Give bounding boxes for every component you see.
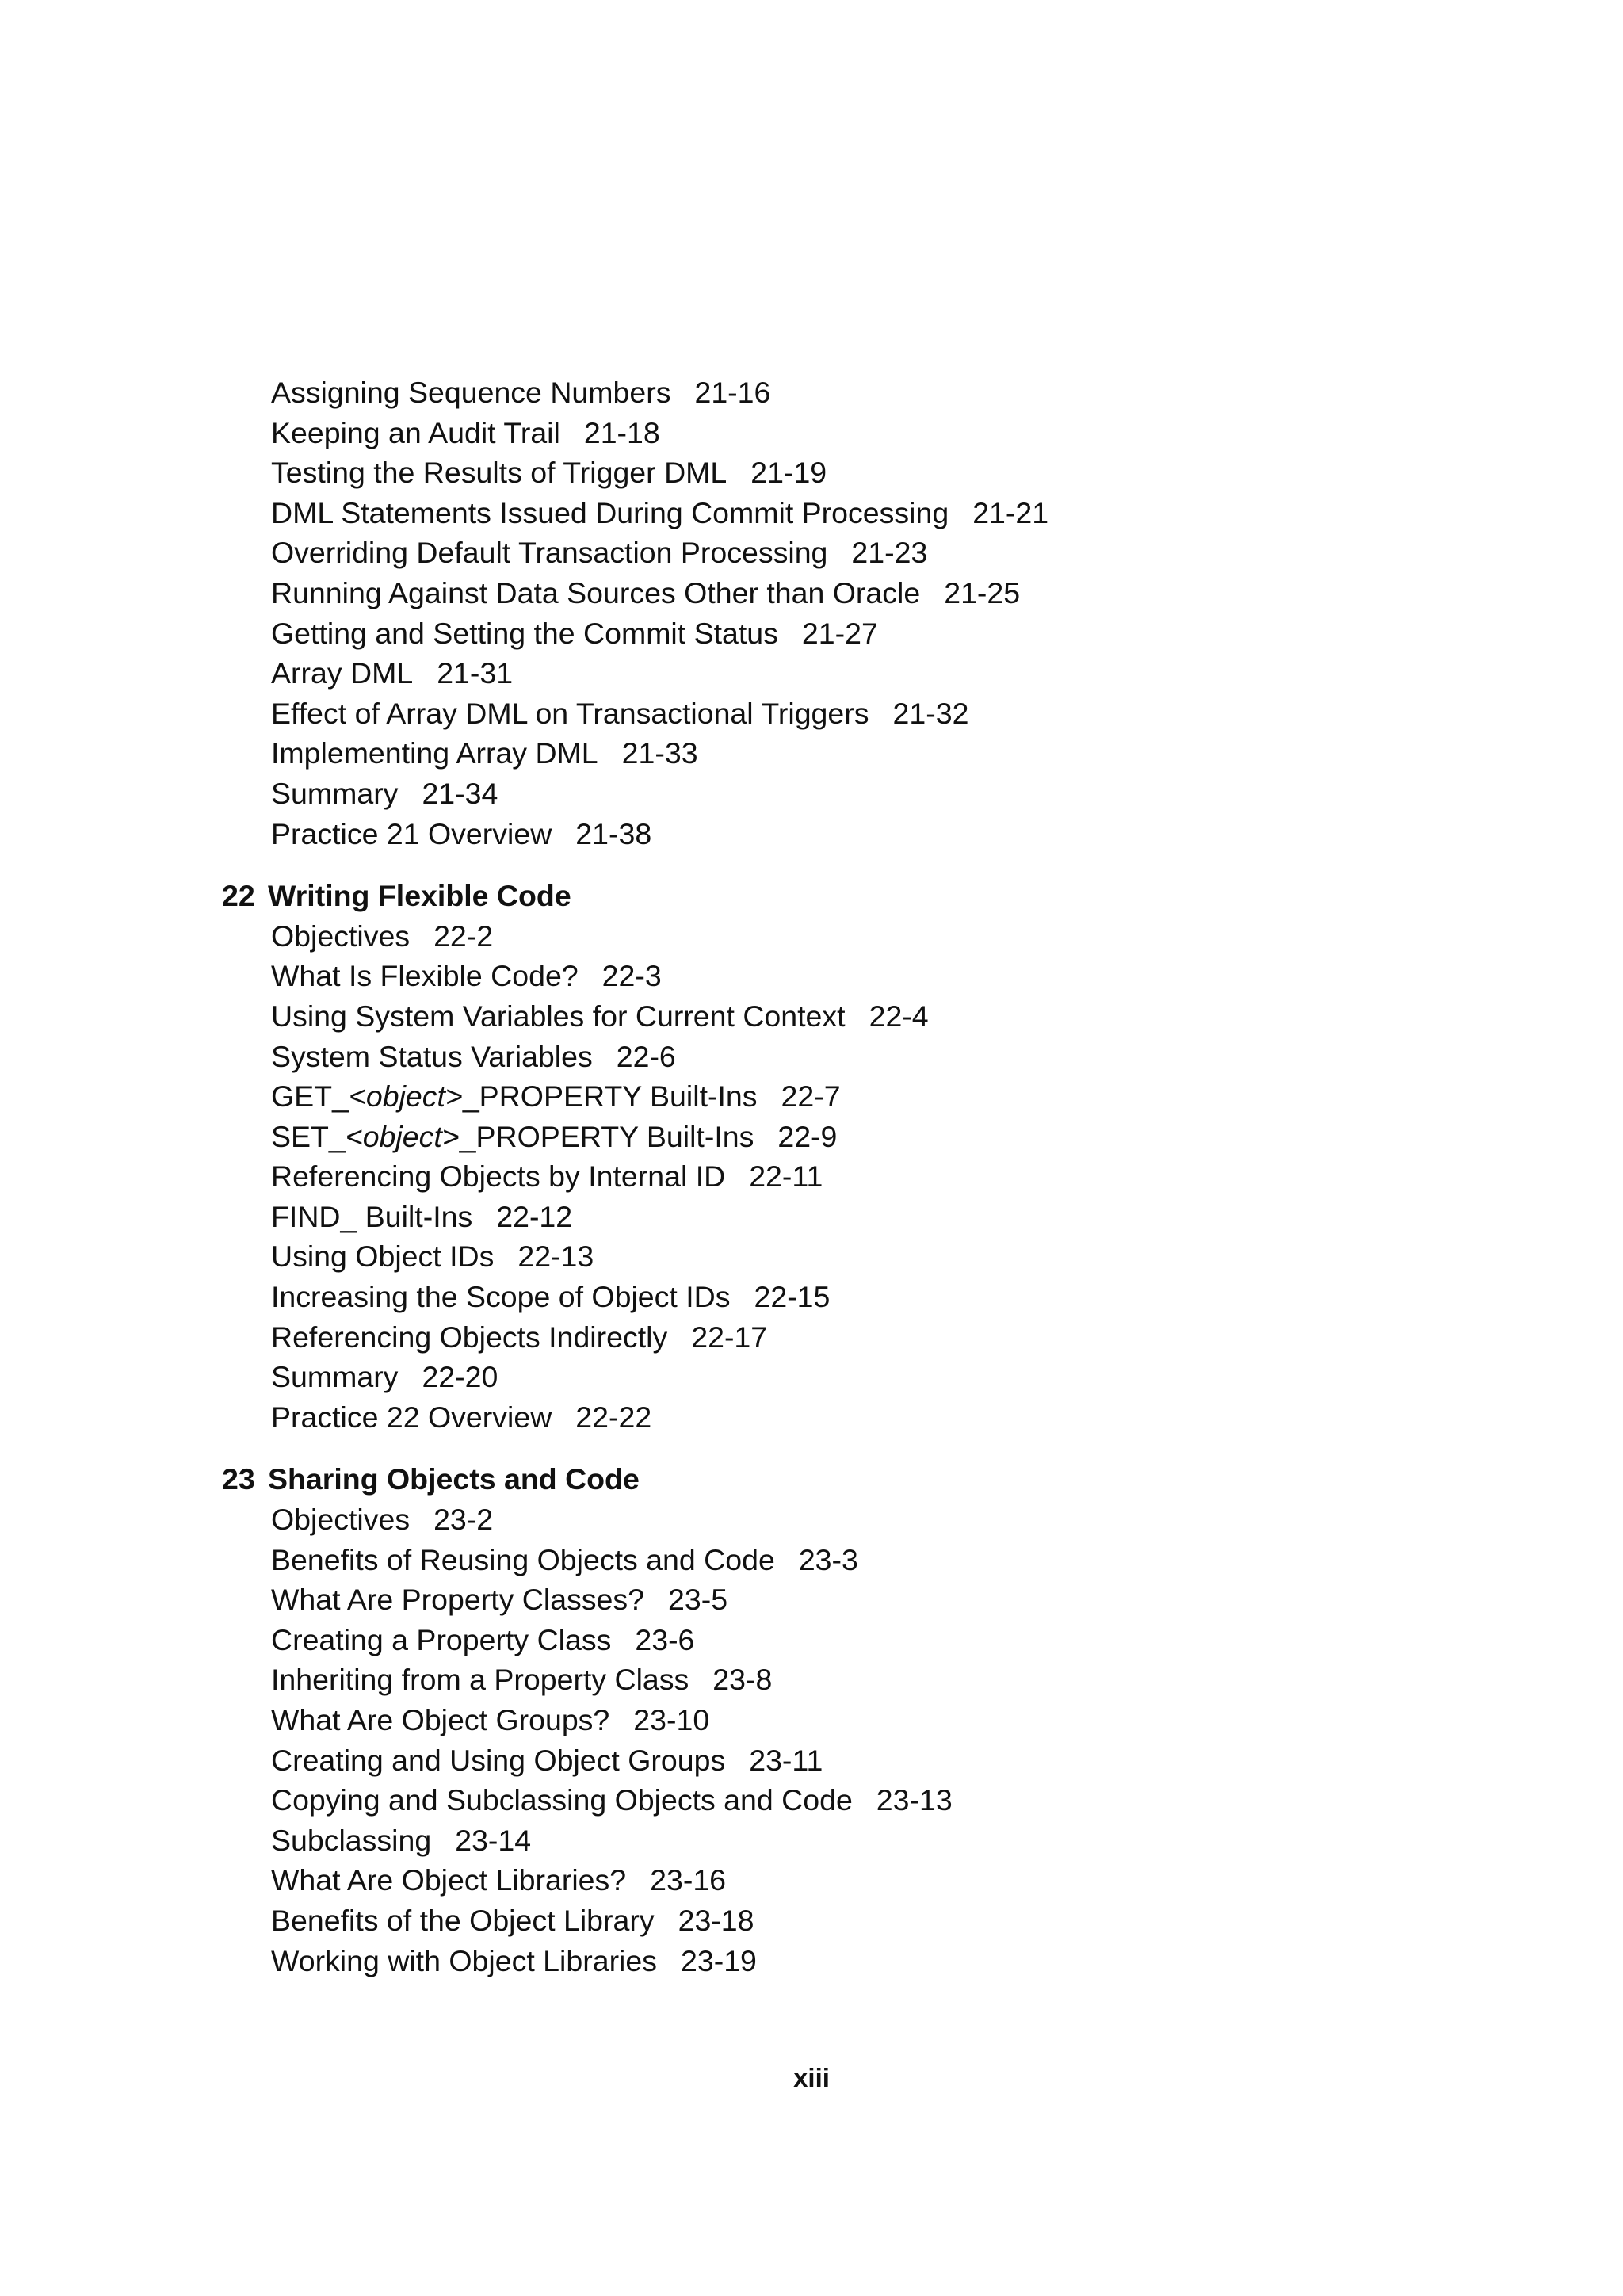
toc-section-22 [222,876,1490,1437]
toc-entry-title: Keeping an Audit Trail [271,415,560,449]
toc-page-number: 21-31 [437,656,514,690]
toc-entry [271,372,1490,413]
toc-page-number: 23-8 [712,1663,773,1697]
toc-entry [271,814,1490,854]
toc-entry-title: What Is Flexible Code? [271,959,579,993]
toc-page-number: 21-33 [621,736,698,770]
toc-entry [271,1660,1490,1700]
toc-page-number: 23-2 [433,1503,494,1537]
toc-entry-title: Practice 21 Overview [271,816,552,850]
toc-page-number: 21-38 [575,816,652,850]
toc-page-number: 21-16 [694,376,771,409]
toc-entry-title: Increasing the Scope of Object IDs [271,1280,731,1314]
toc-entry [271,1076,1490,1117]
toc-page-number: 23-19 [681,1943,757,1977]
toc-page-number: 21-23 [851,536,928,570]
toc-section-21-continued [222,372,1490,854]
toc-page-number: 22-7 [781,1079,841,1114]
toc-page-number: 23-3 [798,1542,858,1576]
toc-entry-title: Practice 22 Overview [271,1400,552,1434]
toc-entry [271,1317,1490,1358]
toc-entry-title: FIND_ Built-Ins [271,1199,473,1233]
toc-entry [271,533,1490,573]
toc-entry-title: Referencing Objects Indirectly [271,1320,668,1354]
toc-entry [271,1700,1490,1740]
toc-entry [271,1037,1490,1077]
toc-page-number: 21-19 [750,456,827,490]
toc-page-number: 21-21 [972,495,1049,529]
toc-entry [271,1197,1490,1237]
toc-page-number: 21-34 [422,776,498,810]
toc-page-number: 22-20 [422,1360,498,1394]
toc-entry [271,693,1490,734]
toc-page-number: 22-13 [517,1240,594,1274]
chapter-title: Writing Flexible Code [268,879,571,913]
toc-entry-title: System Status Variables [271,1039,593,1073]
toc-page-number: 23-10 [633,1703,710,1736]
toc-entry [271,1620,1490,1660]
toc-entry [271,774,1490,814]
toc-entry [271,1941,1490,1981]
toc-entry-title: What Are Object Libraries? [271,1863,627,1897]
toc-entry-title: DML Statements Issued During Commit Processing [271,495,949,529]
toc-entry-title: Subclassing [271,1823,432,1857]
toc-entry [271,1860,1490,1901]
toc-page-number: 21-27 [801,616,878,650]
toc-page-number: 22-15 [754,1280,831,1314]
chapter-heading [222,1459,1490,1499]
toc-entry-title: Implementing Array DML [271,736,598,770]
toc-entry-title: Getting and Setting the Commit Status [271,616,778,650]
toc-page-number: 22-4 [869,999,929,1033]
toc-page-number: 22-12 [496,1199,573,1233]
toc-entry-title: GET_<object>_PROPERTY Built-Ins [271,1079,758,1114]
toc-page-number: 22-17 [691,1320,768,1354]
toc-entry [271,1236,1490,1277]
toc-entry [271,956,1490,996]
toc-entry-title: Creating a Property Class [271,1622,612,1656]
toc-entry-title: Using System Variables for Current Context [271,999,846,1033]
toc-page-number: 22-11 [749,1159,823,1194]
toc-page-number: 22-6 [616,1039,676,1073]
toc-page-number: 23-6 [635,1622,695,1656]
toc-entry-title: Using Object IDs [271,1240,495,1274]
toc-page-number: 21-18 [583,415,660,449]
toc-entry [271,1397,1490,1438]
toc-page-number: 21-25 [944,575,1021,609]
toc-entry-title: Objectives [271,1503,411,1537]
toc-page-number: 22-2 [433,919,494,953]
toc-entry [271,613,1490,654]
toc-page-number: 23-16 [650,1863,727,1897]
toc-entry [271,1357,1490,1397]
toc-page-number: 23-11 [749,1743,823,1777]
table-of-contents [222,372,1490,1981]
toc-entry [271,413,1490,453]
toc-entry-title: Running Against Data Sources Other than Oracle [271,575,921,609]
toc-entry [271,1580,1490,1620]
toc-entry-title: Benefits of Reusing Objects and Code [271,1542,775,1576]
toc-entry-title: Working with Object Libraries [271,1943,657,1977]
toc-entry [271,1540,1490,1580]
toc-entry-title: Array DML [271,656,414,690]
toc-page-number: 22-9 [777,1119,838,1153]
toc-entry-title: What Are Property Classes? [271,1583,645,1617]
toc-entry [271,573,1490,613]
chapter-heading [222,876,1490,916]
toc-entry-title: Creating and Using Object Groups [271,1743,726,1777]
toc-entry [271,1117,1490,1157]
toc-page-number: 23-13 [876,1783,953,1817]
chapter-number: 23 [222,1462,255,1496]
toc-entry [271,996,1490,1037]
toc-entry-title: Summary [271,776,399,810]
toc-entry [271,1156,1490,1197]
toc-entry-title: Copying and Subclassing Objects and Code [271,1783,853,1817]
toc-section-23 [222,1459,1490,1981]
toc-entry [271,1499,1490,1540]
toc-entry-title: Inheriting from a Property Class [271,1663,689,1697]
toc-entry [271,453,1490,493]
toc-page-number: 22-22 [575,1400,652,1434]
toc-entry [271,1820,1490,1861]
toc-entry [271,1780,1490,1820]
toc-entry-title: Referencing Objects by Internal ID [271,1159,726,1194]
toc-entry-title: Objectives [271,919,411,953]
toc-entry [271,916,1490,957]
toc-entry [271,653,1490,693]
toc-entry-title: Summary [271,1360,399,1394]
toc-page-number: 23-5 [668,1583,728,1617]
chapter-title: Sharing Objects and Code [268,1462,640,1496]
toc-entry-title: Testing the Results of Trigger DML [271,456,727,490]
toc-entry-title: Assigning Sequence Numbers [271,376,671,409]
toc-page-number: 23-18 [678,1903,754,1937]
toc-page-number: 23-14 [455,1823,532,1857]
toc-entry-title: SET_<object>_PROPERTY Built-Ins [271,1119,754,1153]
toc-page-number: 22-3 [601,959,662,993]
toc-entry [271,1901,1490,1941]
toc-entry [271,1277,1490,1317]
toc-entry-title: Benefits of the Object Library [271,1903,655,1937]
toc-entry-title: What Are Object Groups? [271,1703,610,1736]
page-number: xiii [793,2063,830,2092]
toc-entry [271,493,1490,533]
toc-entry-title: Overriding Default Transaction Processing [271,536,828,570]
chapter-number: 22 [222,879,255,913]
toc-page-number: 21-32 [892,696,969,730]
toc-entry [271,733,1490,774]
toc-entry-title: Effect of Array DML on Transactional Triggers [271,696,869,730]
toc-entry [271,1740,1490,1781]
